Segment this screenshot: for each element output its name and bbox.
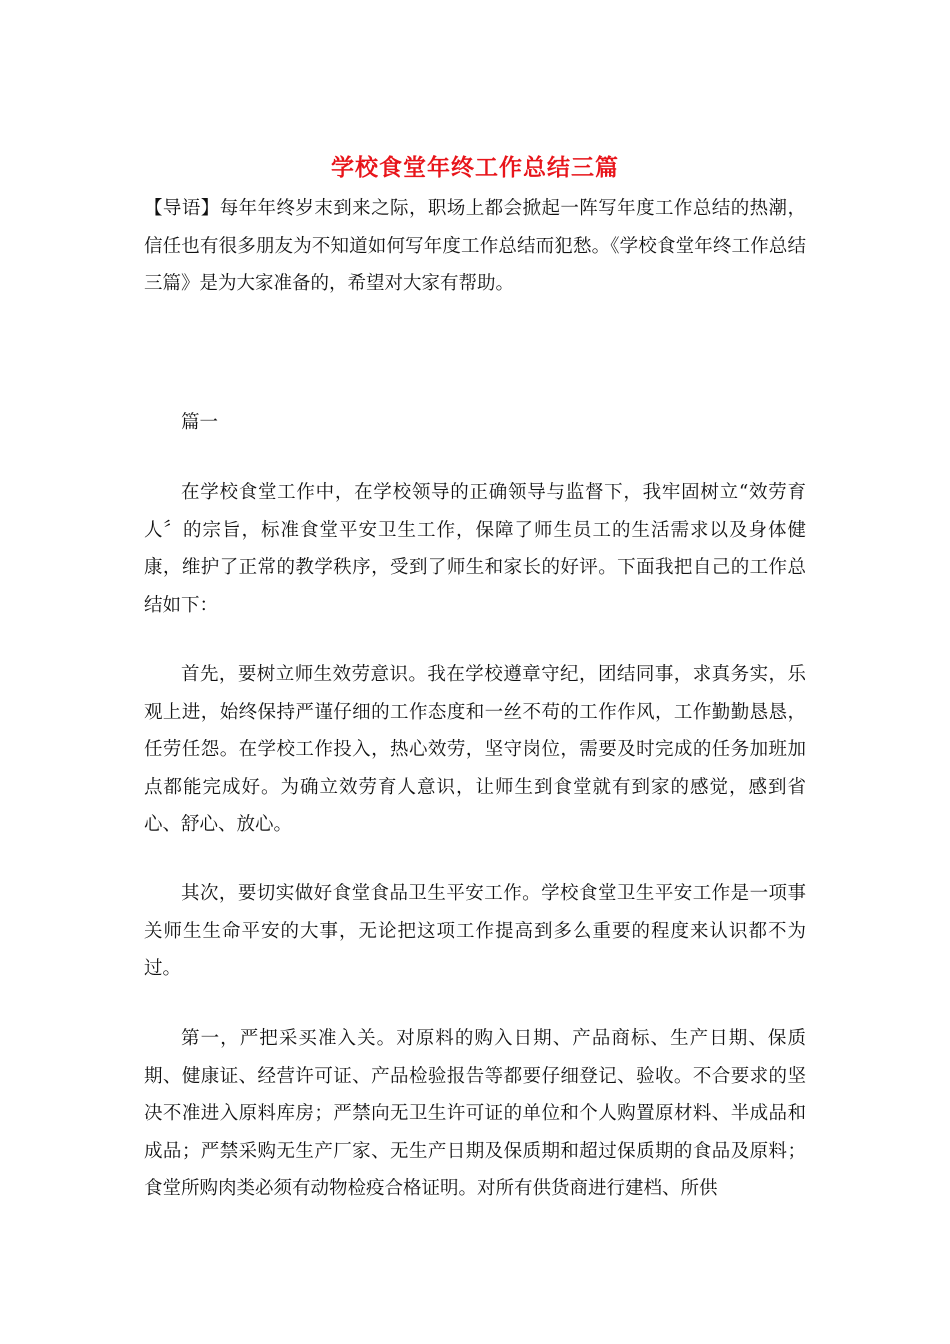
document-title: 学校食堂年终工作总结三篇 [331, 154, 619, 181]
intro-paragraph: 【导语】每年年终岁末到来之际，职场上都会掀起一阵写年度工作总结的热潮，信任也有很多朋友为不知道如何写年度工作总结而犯愁。《学校食堂年终工作总结三篇》是为大家准备的，希望对大家有帮助。 [144, 198, 806, 294]
section-heading: 篇一 [181, 412, 219, 433]
body-paragraph: 首先，要树立师生效劳意识。我在学校遵章守纪，团结同事，求真务实，乐观上进，始终保持严谨仔细的工作态度和一丝不苟的工作作风，工作勤勤恳恳，任劳任怨。在学校工作投入，热心效劳，坚守岗位，需要及时完成的任务加班加点都能完成好。为确立效劳育人意识，让师生到食堂就有到家的感觉，感到省心、舒心、放心。 [144, 664, 806, 835]
body-paragraph: 其次，要切实做好食堂食品卫生平安工作。学校食堂卫生平安工作是一项事关师生生命平安的大事，无论把这项工作提高到多么重要的程度来认识都不为过。 [144, 883, 806, 979]
body-paragraph: 第一，严把采买准入关。对原料的购入日期、产品商标、生产日期、保质期、健康证、经营许可证、产品检验报告等都要仔细登记、验收。不合要求的坚决不准进入原料库房；严禁向无卫生许可证的单位和个人购置原材料、半成品和成品；严禁采购无生产厂家、无生产日期及保质期和超过保质期的食品及原料；食堂所购肉类必须有动物检疫合格证明。对所有供货商进行建档、所供 [144, 1028, 806, 1199]
body-paragraph: 在学校食堂工作中，在学校领导的正确领导与监督下，我牢固树立“效劳育人〞的宗旨，标准食堂平安卫生工作，保障了师生员工的生活需求以及身体健康，维护了正常的教学秩序，受到了师生和家长的好评。下面我把自己的工作总结如下： [144, 482, 806, 616]
